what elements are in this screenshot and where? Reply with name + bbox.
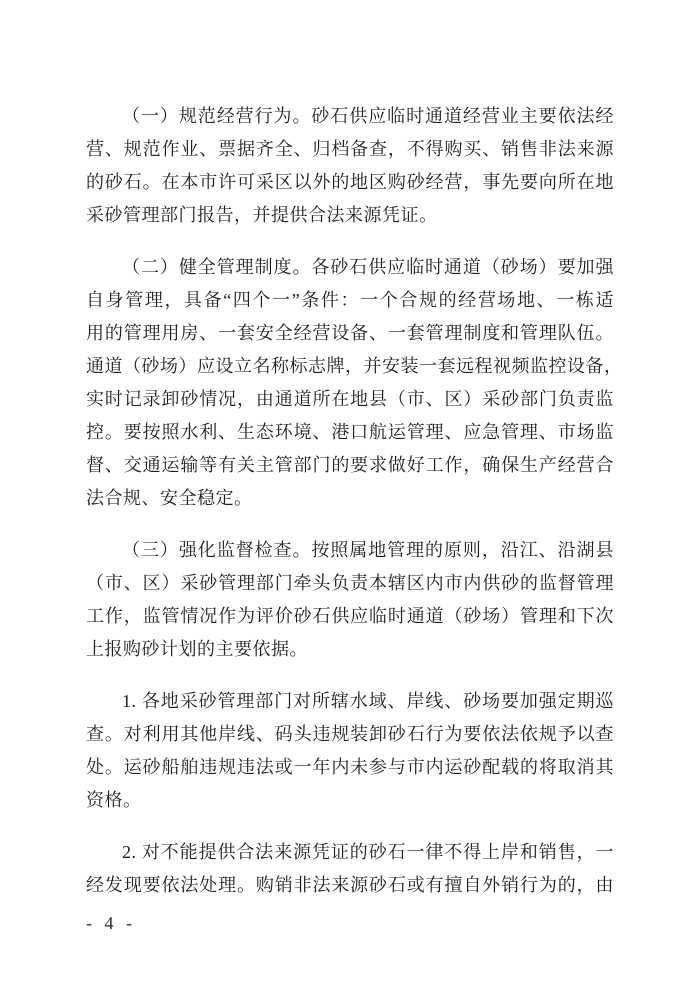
paragraph-2-management-system	[86, 251, 623, 515]
paragraph-5-item-2-legal-source	[86, 836, 614, 902]
text-line: 上报购砂计划的主要依据。	[86, 639, 308, 659]
text-line: 自身管理，具备“四个一”条件：一个合规的经营场地、一栋适	[86, 290, 614, 310]
paragraph-1-regulate-operations	[86, 100, 614, 232]
text-line: 法合规、安全稳定。	[86, 488, 253, 508]
text-line: （一）规范经营行为。砂石供应临时通道经营业主要依法经	[122, 106, 614, 126]
text-line: 采砂管理部门报告，并提供合法来源凭证。	[86, 205, 438, 225]
text-line: 控。要按照水利、生态环境、港口航运管理、应急管理、市场监	[86, 422, 614, 442]
page-content	[86, 100, 623, 902]
text-line: （三）强化监督检查。按照属地管理的原则，沿江、沿湖县	[122, 540, 614, 560]
text-line: 通道（砂场）应设立名称标志牌，并安装一套远程视频监控设备，	[86, 356, 623, 376]
text-line: 用的管理用房、一套安全经营设备、一套管理制度和管理队伍。	[86, 323, 614, 343]
text-line: 督、交通运输等有关主管部门的要求做好工作，确保生产经营合	[86, 455, 614, 475]
text-line: 实时记录卸砂情况，由通道所在地县（市、区）采砂部门负责监	[86, 389, 614, 409]
text-line: 工作，监管情况作为评价砂石供应临时通道（砂场）管理和下次	[86, 606, 614, 626]
text-line: 1. 各地采砂管理部门对所辖水域、岸线、砂场要加强定期巡	[122, 691, 614, 711]
page-number: - 4 -	[86, 913, 136, 933]
text-line: 处。运砂船舶违规违法或一年内未参与市内运砂配载的将取消其	[86, 757, 614, 777]
text-line: 的砂石。在本市许可采区以外的地区购砂经营，事先要向所在地	[86, 172, 614, 192]
text-line: 营、规范作业、票据齐全、归档备查，不得购买、销售非法来源	[86, 139, 614, 159]
text-line: 资格。	[86, 790, 142, 810]
text-line: （二）健全管理制度。各砂石供应临时通道（砂场）要加强	[122, 257, 614, 277]
text-line: （市、区）采砂管理部门牵头负责本辖区内市内供砂的监督管理	[86, 573, 614, 593]
text-line: 2. 对不能提供合法来源凭证的砂石一律不得上岸和销售，一	[122, 842, 614, 862]
text-line: 查。对利用其他岸线、码头违规装卸砂石行为要依法依规予以查	[86, 724, 614, 744]
paragraph-3-supervision-inspection	[86, 534, 614, 666]
text-line: 经发现要依法处理。购销非法来源砂石或有擅自外销行为的，由	[86, 875, 614, 895]
paragraph-4-item-1-patrols	[86, 685, 614, 817]
